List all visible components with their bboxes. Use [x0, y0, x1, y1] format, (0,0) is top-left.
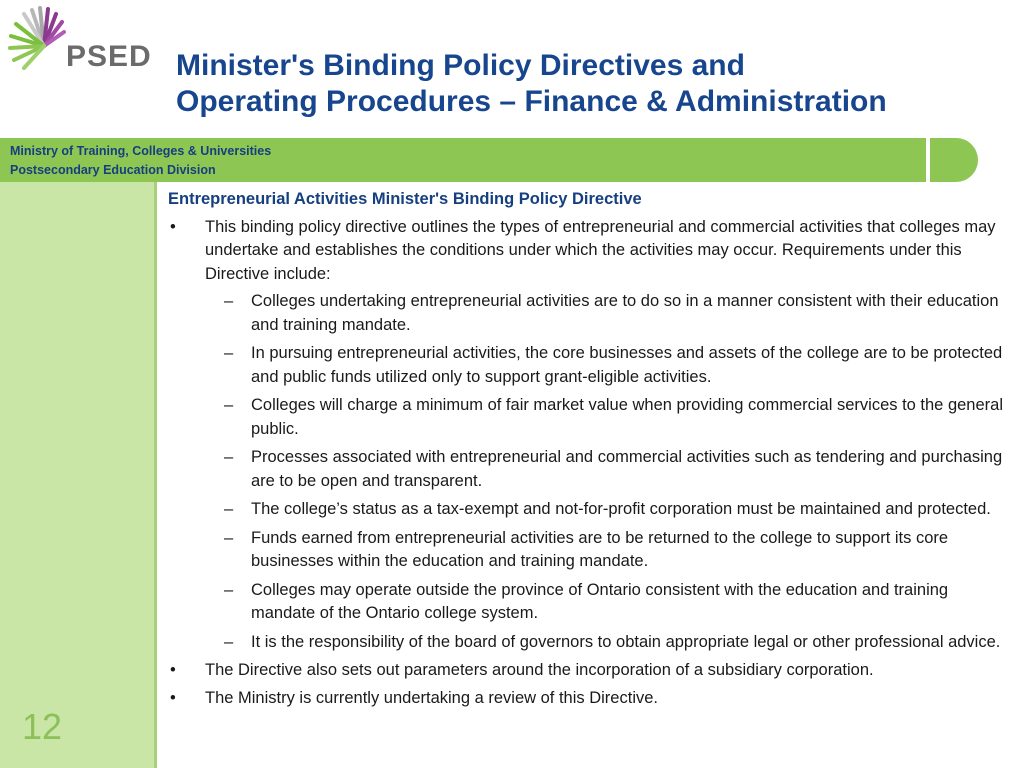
sub-bullet-item: [168, 394, 1016, 441]
sidebar-edge: [154, 182, 157, 768]
sub-bullet-text: Processes associated with entrepreneurial and commercial activities such as tendering and purchasing are to be open and transparent.: [251, 448, 1003, 490]
sub-bullet-item: [168, 290, 1016, 337]
sub-bullet-item: [168, 631, 1016, 655]
sub-bullet-text: Colleges may operate outside the province of Ontario consistent with the education and training mandate of the Ontario college system.: [251, 580, 949, 622]
sub-bullet-text: The college’s status as a tax-exempt and not-for-profit corporation must be maintained and protected.: [251, 500, 991, 518]
sub-bullet-item: [168, 498, 1016, 522]
psed-logo: [6, 4, 152, 74]
sub-bullet-text: It is the responsibility of the board of governors to obtain appropriate legal or other professional advice.: [251, 632, 1001, 651]
logo-text: PSED: [66, 40, 152, 73]
dash-mark: –: [224, 448, 234, 466]
page-number: 12: [22, 706, 63, 747]
bullet-mark: •: [170, 661, 176, 679]
dash-mark: –: [224, 500, 234, 518]
bullet-item: [168, 659, 1016, 683]
dash-mark: –: [224, 580, 234, 599]
dash-mark: –: [224, 528, 234, 547]
dash-mark: –: [224, 632, 234, 651]
band-divider: [926, 138, 930, 182]
title-line-1: Minister's Binding Policy Directives and: [176, 49, 745, 82]
title-line-2: Operating Procedures – Finance & Administration: [176, 85, 887, 118]
slide-title: [176, 48, 1006, 120]
dash-mark: –: [224, 292, 234, 310]
bullet-item: [168, 216, 1016, 287]
starburst-logo-icon: [6, 4, 66, 74]
sub-bullet-item: [168, 579, 1016, 626]
division-name: Postsecondary Education Division: [10, 163, 216, 177]
bullet-mark: •: [170, 217, 176, 236]
sub-bullet-text: Funds earned from entrepreneurial activities are to be returned to the college to support its core businesses within the education and training mandate.: [251, 528, 949, 570]
sub-bullet-item: [168, 527, 1016, 574]
sub-bullet-text: Colleges undertaking entrepreneurial activities are to do so in a manner consistent with their education and training mandate.: [251, 292, 999, 334]
bullet-mark: •: [170, 688, 176, 707]
dash-mark: –: [224, 344, 234, 362]
slide-content: [168, 188, 1016, 714]
bullet-text: The Ministry is currently undertaking a review of this Directive.: [205, 688, 658, 707]
bullet-text: The Directive also sets out parameters around the incorporation of a subsidiary corporation.: [205, 661, 874, 679]
sub-bullet-item: [168, 342, 1016, 389]
sub-bullet-text: In pursuing entrepreneurial activities, the core businesses and assets of the college are to be protected and public funds utilized only to support grant-eligible activities.: [251, 344, 1003, 386]
ministry-name: Ministry of Training, Colleges & Universities: [10, 144, 272, 158]
sub-bullet-text: Colleges will charge a minimum of fair market value when providing commercial services to the general public.: [251, 396, 1003, 438]
section-heading: Entrepreneurial Activities Minister's Binding Policy Directive: [168, 190, 642, 208]
bullet-item: [168, 687, 1016, 711]
sub-bullet-item: [168, 446, 1016, 493]
left-sidebar: [0, 182, 157, 768]
bullet-text: This binding policy directive outlines the types of entrepreneurial and commercial activities that colleges may undertake and establishes the conditions under which the activities may occur. Requirements under this Directive include:: [205, 217, 996, 283]
dash-mark: –: [224, 396, 234, 414]
